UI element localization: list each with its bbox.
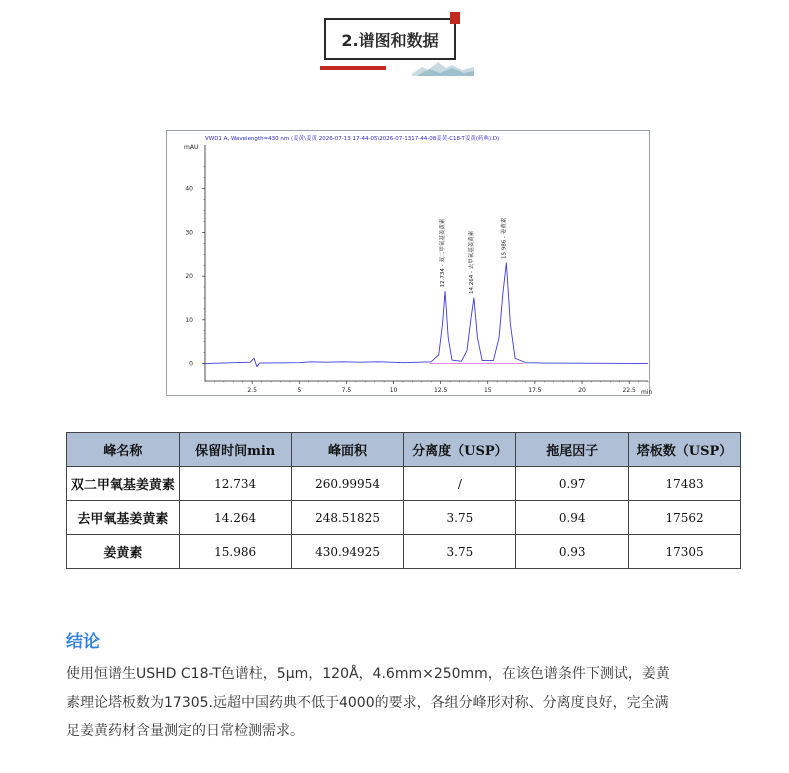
cell-retention-time: 12.734 xyxy=(179,467,291,501)
table-header-row xyxy=(67,433,741,467)
header-resolution: 分离度（USP） xyxy=(404,433,516,467)
x-unit-label: min xyxy=(641,389,653,396)
results-table xyxy=(66,432,741,569)
x-tick-label: 17.5 xyxy=(528,387,542,394)
table-row xyxy=(67,467,741,501)
peak-label: 14.264 - 去甲氧基姜黄素 xyxy=(468,230,475,294)
cell-peak-name: 双二甲氧基姜黄素 xyxy=(67,467,180,501)
cell-plate-count: 17483 xyxy=(629,467,741,501)
cell-plate-count: 17562 xyxy=(629,501,741,535)
conclusion-line: 足姜黄药材含量测定的日常检测需求。 xyxy=(66,723,304,739)
table-row xyxy=(67,501,741,535)
x-tick-label: 15 xyxy=(483,387,492,394)
cell-peak-name: 姜黄素 xyxy=(67,535,180,569)
cell-retention-time: 14.264 xyxy=(179,501,291,535)
chart-axes xyxy=(185,145,648,394)
conclusion-line: 使用恒谱生USHD C18-T色谱柱，5μm，120Å，4.6mm×250mm，在该色谱条件下测试，姜黄 xyxy=(66,666,670,682)
cell-retention-time: 15.986 xyxy=(179,535,291,569)
cell-resolution: 3.75 xyxy=(404,501,516,535)
x-tick-label: 7.5 xyxy=(341,387,352,394)
cell-resolution: / xyxy=(404,467,516,501)
x-tick-label: 22.5 xyxy=(622,387,636,394)
cell-tailing-factor: 0.94 xyxy=(516,501,629,535)
section-title-box xyxy=(324,18,456,60)
peak-label: 15.986 - 姜黄素 xyxy=(501,217,508,259)
chart-plot-area xyxy=(205,217,648,366)
section-red-underline xyxy=(320,66,386,70)
table-row xyxy=(67,535,741,569)
y-tick-label: 30 xyxy=(185,229,193,237)
section-title: 2.谱图和数据 xyxy=(341,30,439,50)
x-tick-label: 12.5 xyxy=(433,387,448,394)
chromatogram-chart xyxy=(166,130,653,396)
y-tick-label: 0 xyxy=(189,360,193,368)
conclusion-text xyxy=(66,660,746,746)
y-tick-label: 40 xyxy=(185,185,193,193)
x-tick-label: 10 xyxy=(389,387,398,394)
cell-plate-count: 17305 xyxy=(629,535,741,569)
cell-peak-area: 260.99954 xyxy=(291,467,404,501)
section-header xyxy=(318,12,468,64)
chart-header: VWD1 A, Wavelength=430 nm (姜黄\姜黄 2026-07-13 17-44-05\2026-07-1317-44-08姜黄-C18-T姜黄(药典).D) xyxy=(205,136,500,142)
conclusion-title: 结论 xyxy=(66,632,100,652)
peak-label: 12.734 - 双二甲氧基姜黄素 xyxy=(440,218,447,288)
cell-peak-area: 430.94925 xyxy=(291,535,404,569)
chromatogram-trace xyxy=(205,263,648,367)
mountain-decoration-icon xyxy=(412,58,474,76)
x-tick-label: 5 xyxy=(297,387,302,394)
header-peak-name: 峰名称 xyxy=(67,433,180,467)
y-unit-label: mAU xyxy=(184,144,199,151)
cell-tailing-factor: 0.97 xyxy=(516,467,629,501)
header-plate-count: 塔板数（USP） xyxy=(629,433,741,467)
chromatogram-svg xyxy=(167,131,653,396)
header-retention-time: 保留时间min xyxy=(179,433,291,467)
y-tick-label: 10 xyxy=(185,316,193,324)
cell-tailing-factor: 0.93 xyxy=(516,535,629,569)
y-tick-label: 20 xyxy=(185,273,193,281)
section-red-corner xyxy=(450,12,460,24)
x-tick-label: 20 xyxy=(578,387,586,394)
cell-resolution: 3.75 xyxy=(404,535,516,569)
cell-peak-name: 去甲氧基姜黄素 xyxy=(67,501,180,535)
x-tick-label: 2.5 xyxy=(247,387,257,394)
header-peak-area: 峰面积 xyxy=(291,433,404,467)
cell-peak-area: 248.51825 xyxy=(291,501,404,535)
header-tailing-factor: 拖尾因子 xyxy=(516,433,629,467)
conclusion-line: 素理论塔板数为17305.远超中国药典不低于4000的要求，各组分峰形对称、分离度良好，完全满 xyxy=(66,694,669,711)
